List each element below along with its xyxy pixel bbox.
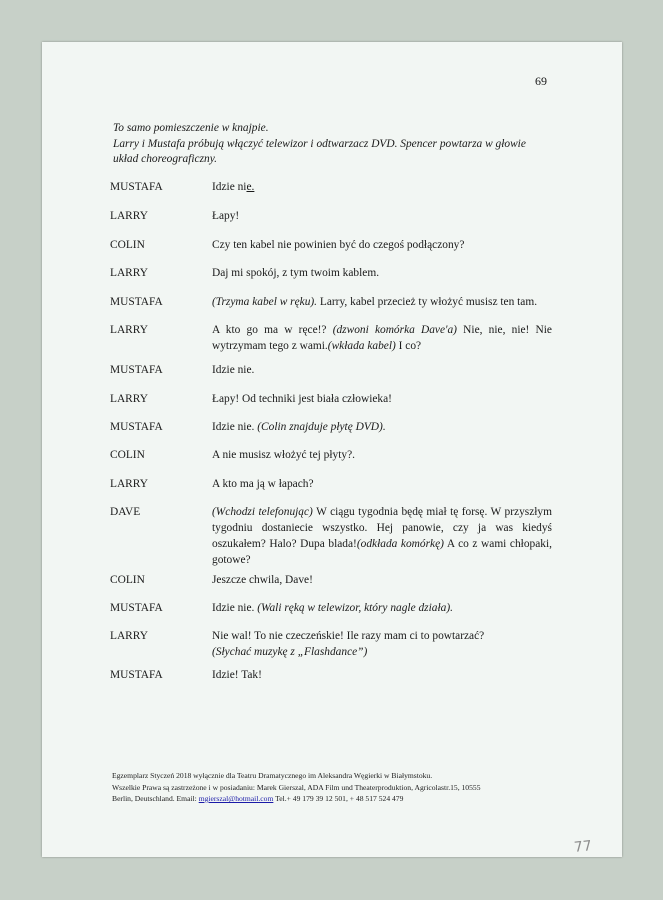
speaker-name: MUSTAFA bbox=[110, 421, 163, 433]
stage-direction: (Słychać muzykę z „Flashdance”) bbox=[212, 646, 368, 658]
stage-direction: (Trzyma kabel w ręku). bbox=[212, 296, 318, 308]
line-text: Idzie! Tak! bbox=[212, 669, 262, 681]
spoken-line bbox=[212, 419, 552, 435]
stage-direction-line-1: To samo pomieszczenie w knajpie. bbox=[113, 122, 269, 134]
footer-line-3 bbox=[112, 793, 552, 805]
copyright-footer bbox=[112, 770, 552, 805]
line-text: A kto ma ją w łapach? bbox=[212, 478, 314, 490]
spoken-line bbox=[212, 628, 552, 660]
stage-direction: (odkłada komórkę) bbox=[356, 538, 444, 550]
script-page bbox=[42, 42, 622, 857]
line-text: Łapy! Od techniki jest biała człowieka! bbox=[212, 393, 392, 405]
speaker-name: LARRY bbox=[110, 630, 148, 642]
spoken-line bbox=[212, 208, 552, 224]
spoken-line bbox=[212, 600, 552, 616]
spoken-line bbox=[212, 362, 552, 378]
spoken-line bbox=[212, 391, 552, 407]
line-text: Nie wal! To nie czeczeńskie! Ile razy mam ci to powtarzać? bbox=[212, 630, 485, 642]
speaker-name: DAVE bbox=[110, 506, 141, 518]
speaker-name: LARRY bbox=[110, 324, 148, 336]
line-text: Idzie nie. bbox=[212, 602, 258, 614]
footer-line-1: Egzemplarz Styczeń 2018 wyłącznie dla Teatru Dramatycznego im Aleksandra Węgierki w Białymstoku. bbox=[112, 771, 433, 780]
stage-direction: (Wali ręką w telewizor, który nagle działa). bbox=[257, 602, 453, 614]
line-text: W ciągu tygodnia będę miał tę forsę. W przyszłym tygodniu dostaniecie wszystko. Hej panowie, czy ja was kiedyś oszukałem? Halo? Dupa blada! bbox=[212, 506, 552, 550]
line-text: Jeszcze chwila, Dave! bbox=[212, 574, 313, 586]
spoken-line bbox=[212, 265, 552, 281]
handwritten-page-mark: 77 bbox=[573, 838, 593, 856]
line-text: Idzie nie. bbox=[212, 364, 255, 376]
spoken-line bbox=[212, 476, 552, 492]
speaker-name: MUSTAFA bbox=[110, 669, 163, 681]
speaker-name: LARRY bbox=[110, 210, 148, 222]
spoken-line bbox=[212, 237, 552, 253]
line-text: A kto go ma w ręce!? bbox=[212, 324, 333, 336]
spoken-line bbox=[212, 572, 552, 588]
line-text: A nie musisz włożyć tej płyty?. bbox=[212, 449, 355, 461]
scene-stage-direction bbox=[113, 121, 553, 168]
footer-line-2: Wszelkie Prawa są zastrzeżone i w posiadaniu: Marek Gierszal, ADA Film und Theaterproduktion, Agricolastr.15, 10555 bbox=[112, 782, 481, 792]
spoken-line bbox=[212, 667, 552, 683]
speaker-name: LARRY bbox=[110, 478, 148, 490]
spoken-line bbox=[212, 322, 552, 354]
speaker-name: LARRY bbox=[110, 267, 148, 279]
speaker-name: COLIN bbox=[110, 449, 145, 461]
spoken-line bbox=[212, 447, 552, 463]
line-text: I co? bbox=[395, 340, 422, 352]
footer-address: Berlin, Deutschland. Email: bbox=[112, 794, 199, 803]
line-text: Idzie nie. bbox=[212, 421, 258, 433]
speaker-name: LARRY bbox=[110, 393, 148, 405]
spoken-line bbox=[212, 294, 552, 310]
email-link[interactable]: mgierszal@hotmail.com bbox=[198, 794, 274, 803]
line-text: Nie, nie, nie! Nie wytrzymam tego z wami. bbox=[212, 324, 552, 352]
line-text: A co z wami chłopaki, gotowe? bbox=[212, 538, 552, 566]
line-text: e. bbox=[246, 181, 255, 193]
speaker-name: MUSTAFA bbox=[110, 181, 163, 193]
stage-direction: (dzwoni komórka Dave'a) bbox=[332, 324, 457, 336]
line-text: Idzie ni bbox=[212, 181, 247, 193]
stage-direction: (Wchodzi telefonując) bbox=[212, 506, 313, 518]
stage-direction: (Colin znajduje płytę DVD). bbox=[257, 421, 386, 433]
speaker-name: COLIN bbox=[110, 574, 145, 586]
speaker-name: MUSTAFA bbox=[110, 296, 163, 308]
stage-direction-line-2: Larry i Mustafa próbują włączyć telewizor i odtwarzacz DVD. Spencer powtarza w głowie układ choreograficzny. bbox=[113, 137, 526, 165]
page-number: 69 bbox=[535, 74, 547, 88]
spoken-line bbox=[212, 504, 552, 568]
spoken-line bbox=[212, 179, 552, 195]
speaker-name: COLIN bbox=[110, 239, 145, 251]
speaker-name: MUSTAFA bbox=[110, 602, 163, 614]
line-text: Larry, kabel przecież ty włożyć musisz ten tam. bbox=[317, 296, 538, 308]
footer-phone: Tel.+ 49 179 39 12 501, + 48 517 524 479 bbox=[273, 794, 404, 803]
line-text: Łapy! bbox=[212, 210, 240, 222]
stage-direction: (wkłada kabel) bbox=[327, 340, 396, 352]
line-text: Daj mi spokój, z tym twoim kablem. bbox=[212, 267, 380, 279]
speaker-name: MUSTAFA bbox=[110, 364, 163, 376]
line-text: Czy ten kabel nie powinien być do czegoś podłączony? bbox=[212, 239, 465, 251]
